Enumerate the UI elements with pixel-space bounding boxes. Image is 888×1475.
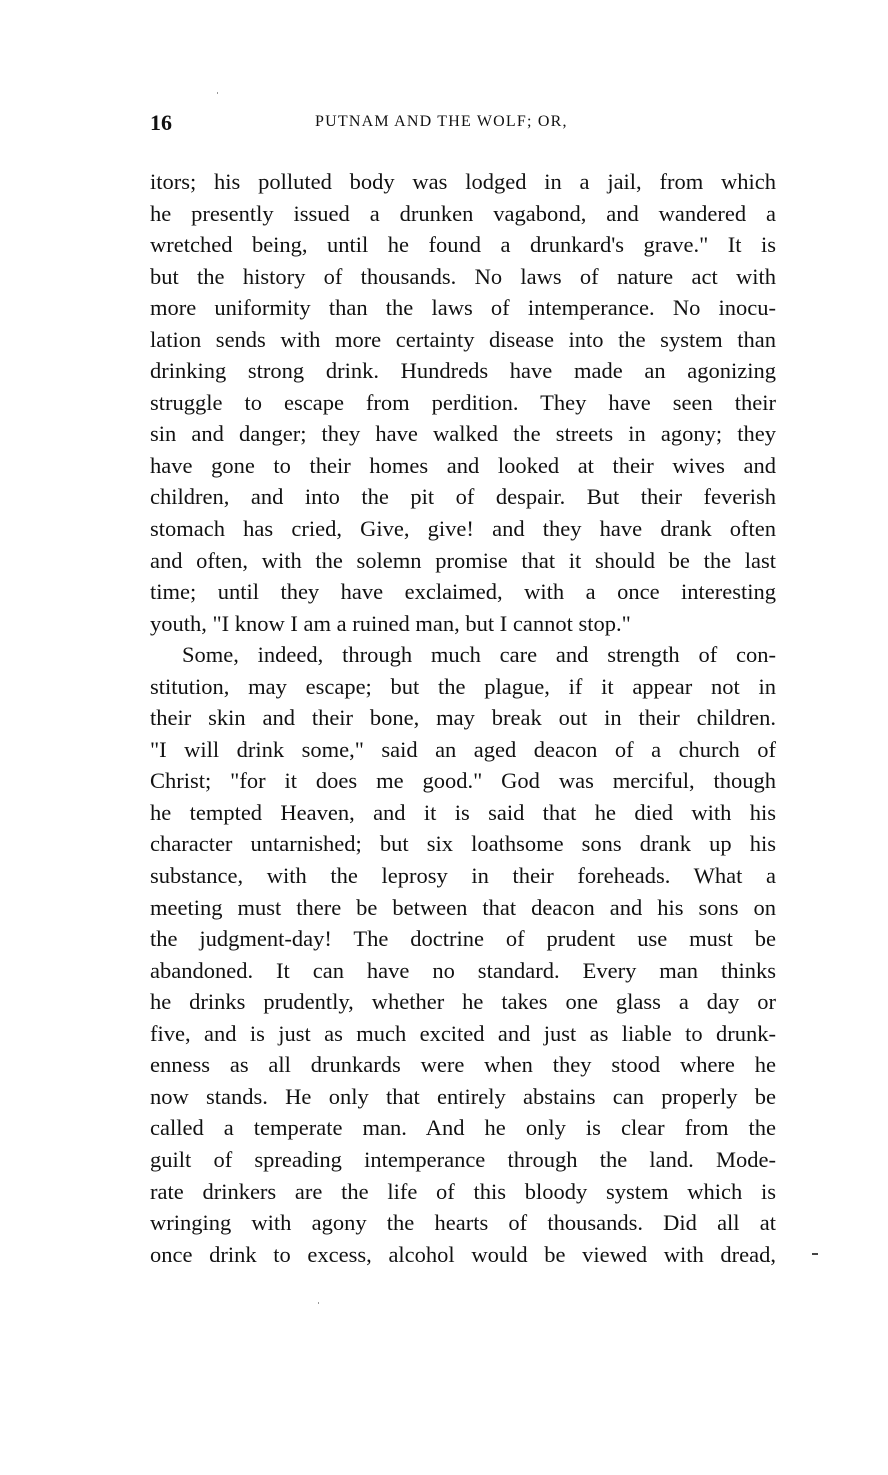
running-title: PUTNAM AND THE WOLF; OR, <box>315 113 568 130</box>
scan-mark <box>812 1253 818 1255</box>
text-line: rate drinkers are the life of this bloody system which is <box>150 1178 776 1204</box>
scan-speck <box>318 1302 319 1304</box>
text-line: substance, with the leprosy in their foreheads. What a <box>150 863 776 889</box>
text-line: struggle to escape from perdition. They have seen their <box>150 389 776 415</box>
text-line: youth, "I know I am a ruined man, but I cannot stop." <box>150 610 631 636</box>
text-line: he drinks prudently, whether he takes one glass a day or <box>150 989 776 1015</box>
text-line: "I will drink some," said an aged deacon of a church of <box>150 736 776 762</box>
text-line: lation sends with more certainty disease into the system than <box>150 326 776 352</box>
text-line: have gone to their homes and looked at their wives and <box>150 452 776 478</box>
text-line: stitution, may escape; but the plague, if it appear not in <box>150 673 776 699</box>
text-line: meeting must there be between that deacon and his sons on <box>150 894 776 920</box>
text-line: once drink to excess, alcohol would be viewed with dread, <box>150 1241 776 1267</box>
text-line: enness as all drunkards were when they stood where he <box>150 1052 776 1078</box>
text-line: guilt of spreading intemperance through the land. Mode- <box>150 1146 776 1172</box>
text-line: character untarnished; but six loathsome sons drank up his <box>150 831 776 857</box>
text-line: wretched being, until he found a drunkard's grave." It is <box>150 232 776 258</box>
text-line: drinking strong drink. Hundreds have made an agonizing <box>150 358 776 384</box>
text-line: sin and danger; they have walked the streets in agony; they <box>150 421 776 447</box>
text-line: now stands. He only that entirely abstains can properly be <box>150 1083 776 1109</box>
text-line: Christ; "for it does me good." God was merciful, though <box>150 768 776 794</box>
page-number: 16 <box>150 110 172 135</box>
text-line: stomach has cried, Give, give! and they have drank often <box>150 516 776 542</box>
text-line: more uniformity than the laws of intemperance. No inocu- <box>150 295 776 321</box>
text-line: five, and is just as much excited and just as liable to drunk- <box>150 1020 776 1046</box>
text-line: he tempted Heaven, and it is said that he died with his <box>150 799 776 825</box>
text-line: but the history of thousands. No laws of nature act with <box>150 263 776 289</box>
scan-speck <box>217 92 218 94</box>
text-line: time; until they have exclaimed, with a once interesting <box>150 579 776 605</box>
text-line: called a temperate man. And he only is clear from the <box>150 1115 776 1141</box>
text-line: abandoned. It can have no standard. Every man thinks <box>150 957 776 983</box>
text-line: Some, indeed, through much care and strength of con- <box>182 642 776 668</box>
text-line: their skin and their bone, may break out in their children. <box>150 705 776 731</box>
page-body-text <box>150 166 776 1270</box>
text-line: he presently issued a drunken vagabond, and wandered a <box>150 200 776 226</box>
text-line: itors; his polluted body was lodged in a jail, from which <box>150 169 776 194</box>
text-line: wringing with agony the hearts of thousands. Did all at <box>150 1210 776 1236</box>
running-header <box>150 110 775 140</box>
text-line: children, and into the pit of despair. But their feverish <box>150 484 776 510</box>
text-line: and often, with the solemn promise that it should be the last <box>150 547 776 573</box>
text-line: the judgment-day! The doctrine of prudent use must be <box>150 926 776 952</box>
